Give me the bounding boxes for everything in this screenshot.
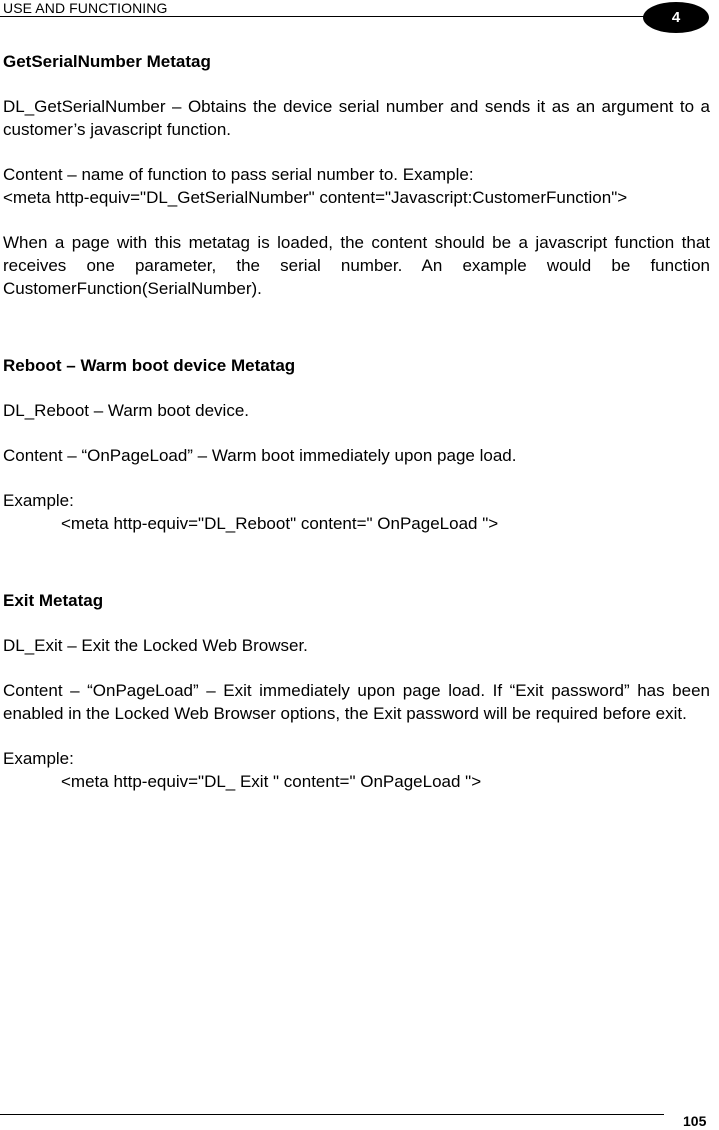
exit-content: Content – “OnPageLoad” – Exit immediately upon page load. If “Exit password” has been enabled in the Locked Web Browser options, the Exit password will be required before exit. (3, 681, 710, 723)
header-rule (0, 16, 660, 17)
exit-example-label: Example: (3, 749, 74, 768)
serial-example-code: <meta http-equiv="DL_GetSerialNumber" content="Javascript:CustomerFunction"> (3, 188, 628, 207)
reboot-content: Content – “OnPageLoad” – Warm boot immediately upon page load. (3, 446, 517, 465)
page-content (3, 50, 710, 793)
exit-example-code: <meta http-equiv="DL_ Exit " content=" OnPageLoad "> (61, 772, 482, 791)
serial-content-line: Content – name of function to pass serial number to. Example: (3, 165, 474, 184)
page-header (0, 0, 719, 40)
reboot-description: DL_Reboot – Warm boot device. (3, 401, 249, 420)
section-heading-exit: Exit Metatag (3, 591, 104, 610)
serial-notes: When a page with this metatag is loaded, the content should be a javascript function that receives one parameter, the serial number. An example would be function CustomerFunction(SerialNumber). (3, 233, 710, 298)
chapter-badge: 4 (643, 2, 709, 33)
exit-description: DL_Exit – Exit the Locked Web Browser. (3, 636, 308, 655)
footer-rule (0, 1114, 664, 1115)
header-title: USE AND FUNCTIONING (3, 0, 168, 16)
page-number: 105 (683, 1113, 707, 1129)
section-heading-serial: GetSerialNumber Metatag (3, 52, 211, 71)
reboot-example-label: Example: (3, 491, 74, 510)
section-heading-reboot: Reboot – Warm boot device Metatag (3, 356, 296, 375)
reboot-example-code: <meta http-equiv="DL_Reboot" content=" OnPageLoad "> (61, 514, 499, 533)
serial-description: DL_GetSerialNumber – Obtains the device serial number and sends it as an argument to a customer’s javascript function. (3, 97, 710, 139)
